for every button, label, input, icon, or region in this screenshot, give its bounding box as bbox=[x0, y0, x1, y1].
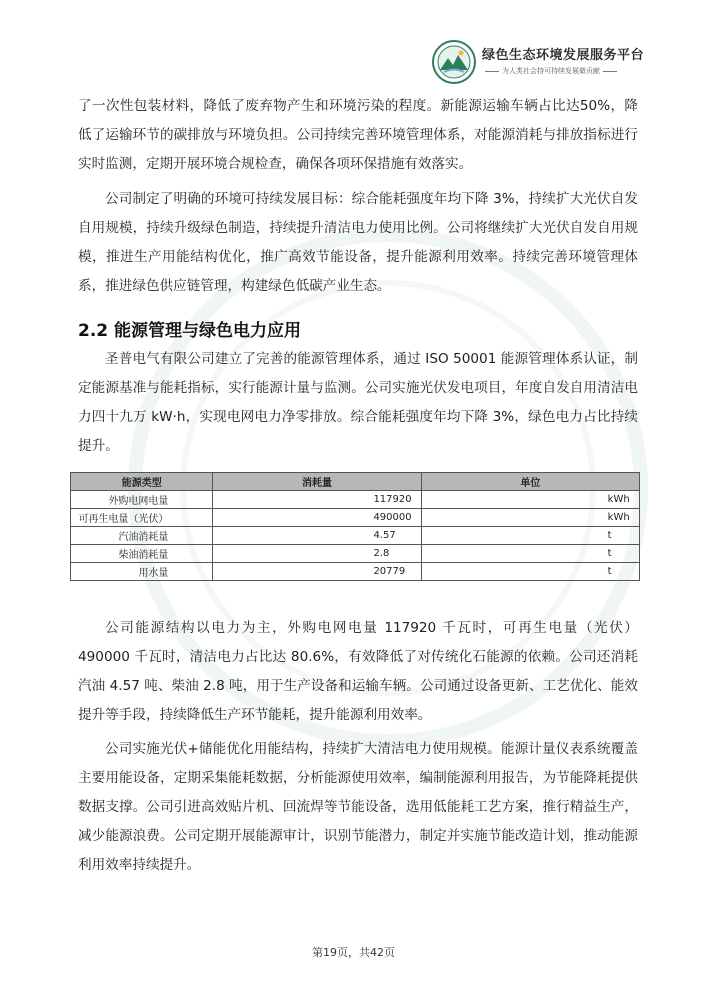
table-cell-unit: t bbox=[421, 545, 639, 563]
table-header-cell: 能源类型 bbox=[71, 473, 213, 491]
paragraph-5: 公司实施光伏+储能优化用能结构，持续扩大清洁电力使用规模。能源计量仪表系统覆盖主要用能设备，定期采集能耗数据，分析能源使用效率，编制能源利用报告，为节能降耗提供数据支撑。公司引进高效贴片机、回流焊等节能设备，选用低能耗工艺方案，推行精益生产，减少能源浪费。公司定期开展能源审计，识别节能潜力，制定并实施节能改造计划，推动能源利用效率持续提升。 bbox=[78, 741, 638, 873]
table-row bbox=[71, 563, 640, 581]
table-cell-type: 可再生电量（光伏） bbox=[71, 509, 213, 527]
paragraph-2: 公司制定了明确的环境可持续发展目标：综合能耗强度年均下降 3%，持续扩大光伏自发自用规模，持续升级绿色制造，持续提升清洁电力使用比例。公司将继续扩大光伏自发自用规模，推进生产用能结构优化，推广高效节能设备，提升能源利用效率。持续完善环境管理体系，推进绿色供应链管理，构建绿色低碳产业生态。 bbox=[78, 191, 638, 294]
table-cell-unit: kWh bbox=[421, 491, 639, 509]
table-cell-unit: t bbox=[421, 527, 639, 545]
table-row bbox=[71, 509, 640, 527]
table-header-cell: 单位 bbox=[421, 473, 639, 491]
table-row bbox=[71, 545, 640, 563]
paragraph-1: 了一次性包装材料，降低了废弃物产生和环境污染的程度。新能源运输车辆占比达50%，降低了运输环节的碳排放与环境负担。公司持续完善环境管理体系，对能源消耗与排放指标进行实时监测，定期开展环境合规检查，确保各项环保措施有效落实。 bbox=[78, 98, 638, 172]
table-cell-type: 外购电网电量 bbox=[71, 491, 213, 509]
section-heading: 2.2 能源管理与绿色电力应用 bbox=[78, 321, 302, 341]
table-cell-amount: 117920 bbox=[213, 491, 421, 509]
table-header-cell: 消耗量 bbox=[213, 473, 421, 491]
platform-slogan: 为人类社会持可持续发展做贡献 bbox=[482, 66, 620, 76]
table-cell-amount: 490000 bbox=[213, 509, 421, 527]
eco-platform-logo-icon bbox=[432, 40, 476, 84]
table-cell-amount: 20779 bbox=[213, 563, 421, 581]
table-row bbox=[71, 491, 640, 509]
table-cell-unit: t bbox=[421, 563, 639, 581]
paragraph-4: 公司能源结构以电力为主，外购电网电量 117920 千瓦时，可再生电量（光伏）490000 千瓦时，清洁电力占比达 80.6%，有效降低了对传统化石能源的依赖。公司还消耗汽油 4.57 吨、柴油 2.8 吨，用于生产设备和运输车辆。公司通过设备更新、工艺优化、能效提升等手段，持续降低生产环节能耗，提升能源利用效率。 bbox=[78, 620, 638, 723]
table-cell-type: 汽油消耗量 bbox=[71, 527, 213, 545]
paragraph-3: 圣普电气有限公司建立了完善的能源管理体系，通过 ISO 50001 能源管理体系认证，制定能源基准与能耗指标，实行能源计量与监测。公司实施光伏发电项目，年度自发自用清洁电力四十九万 kW·h，实现电网电力净零排放。综合能耗强度年均下降 3%，绿色电力占比持续提升。 bbox=[78, 351, 638, 454]
table-header-row bbox=[71, 473, 640, 491]
platform-title: 绿色生态环境发展服务平台 bbox=[482, 48, 645, 63]
table-cell-amount: 2.8 bbox=[213, 545, 421, 563]
page-number: 第19页，共42页 bbox=[312, 946, 395, 959]
table-cell-type: 用水量 bbox=[71, 563, 213, 581]
energy-consumption-table bbox=[70, 472, 640, 581]
table-cell-unit: kWh bbox=[421, 509, 639, 527]
table-cell-amount: 4.57 bbox=[213, 527, 421, 545]
table-row bbox=[71, 527, 640, 545]
table-cell-type: 柴油消耗量 bbox=[71, 545, 213, 563]
